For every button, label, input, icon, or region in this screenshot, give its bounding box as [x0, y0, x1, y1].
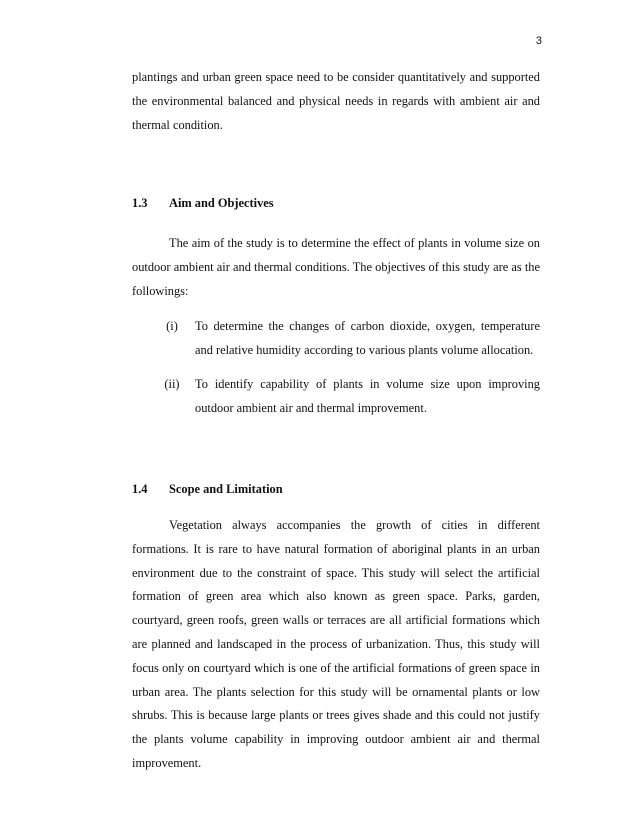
- objective-item: [132, 373, 540, 421]
- list-marker: (ii): [164, 377, 180, 391]
- objective-text: To determine the changes of carbon dioxide, oxygen, temperature and relative humidity according to various plants volume allocation.: [195, 319, 540, 357]
- page-number: 3: [535, 35, 542, 47]
- aim-paragraph: The aim of the study is to determine the effect of plants in volume size on outdoor ambient air and thermal conditions. The objectives of this study are as the followings:: [132, 236, 540, 298]
- scope-paragraph: Vegetation always accompanies the growth of cities in different formations. It is rare to have natural formation of aboriginal plants in an urban environment due to the constraint of space. This study will select the artificial formation of green area which also known as green space. Parks, garden, courtyard, green roofs, green walls or terraces are all artificial formations which are planned and landscaped in the process of urbanization. Thus, this study will focus only on courtyard which is one of the artificial formations of green space in urban area. The plants selection for this study will be ornamental plants or low shrubs. This is because large plants or trees gives shade and this could not justify the plants volume capability in improving outdoor ambient air and thermal improvement.: [132, 518, 540, 770]
- section-number: 1.4: [132, 482, 148, 496]
- section-title: Scope and Limitation: [169, 482, 283, 496]
- section-heading-1-3: [132, 196, 274, 211]
- list-marker: (i): [166, 319, 178, 333]
- objective-item: [132, 315, 540, 363]
- objective-text: To identify capability of plants in volume size upon improving outdoor ambient air and thermal improvement.: [195, 377, 540, 415]
- section-number: 1.3: [132, 196, 148, 210]
- intro-paragraph: plantings and urban green space need to be consider quantitatively and supported the environmental balanced and physical needs in regards with ambient air and thermal condition.: [132, 70, 540, 132]
- section-title: Aim and Objectives: [169, 196, 274, 210]
- section-heading-1-4: [132, 482, 283, 497]
